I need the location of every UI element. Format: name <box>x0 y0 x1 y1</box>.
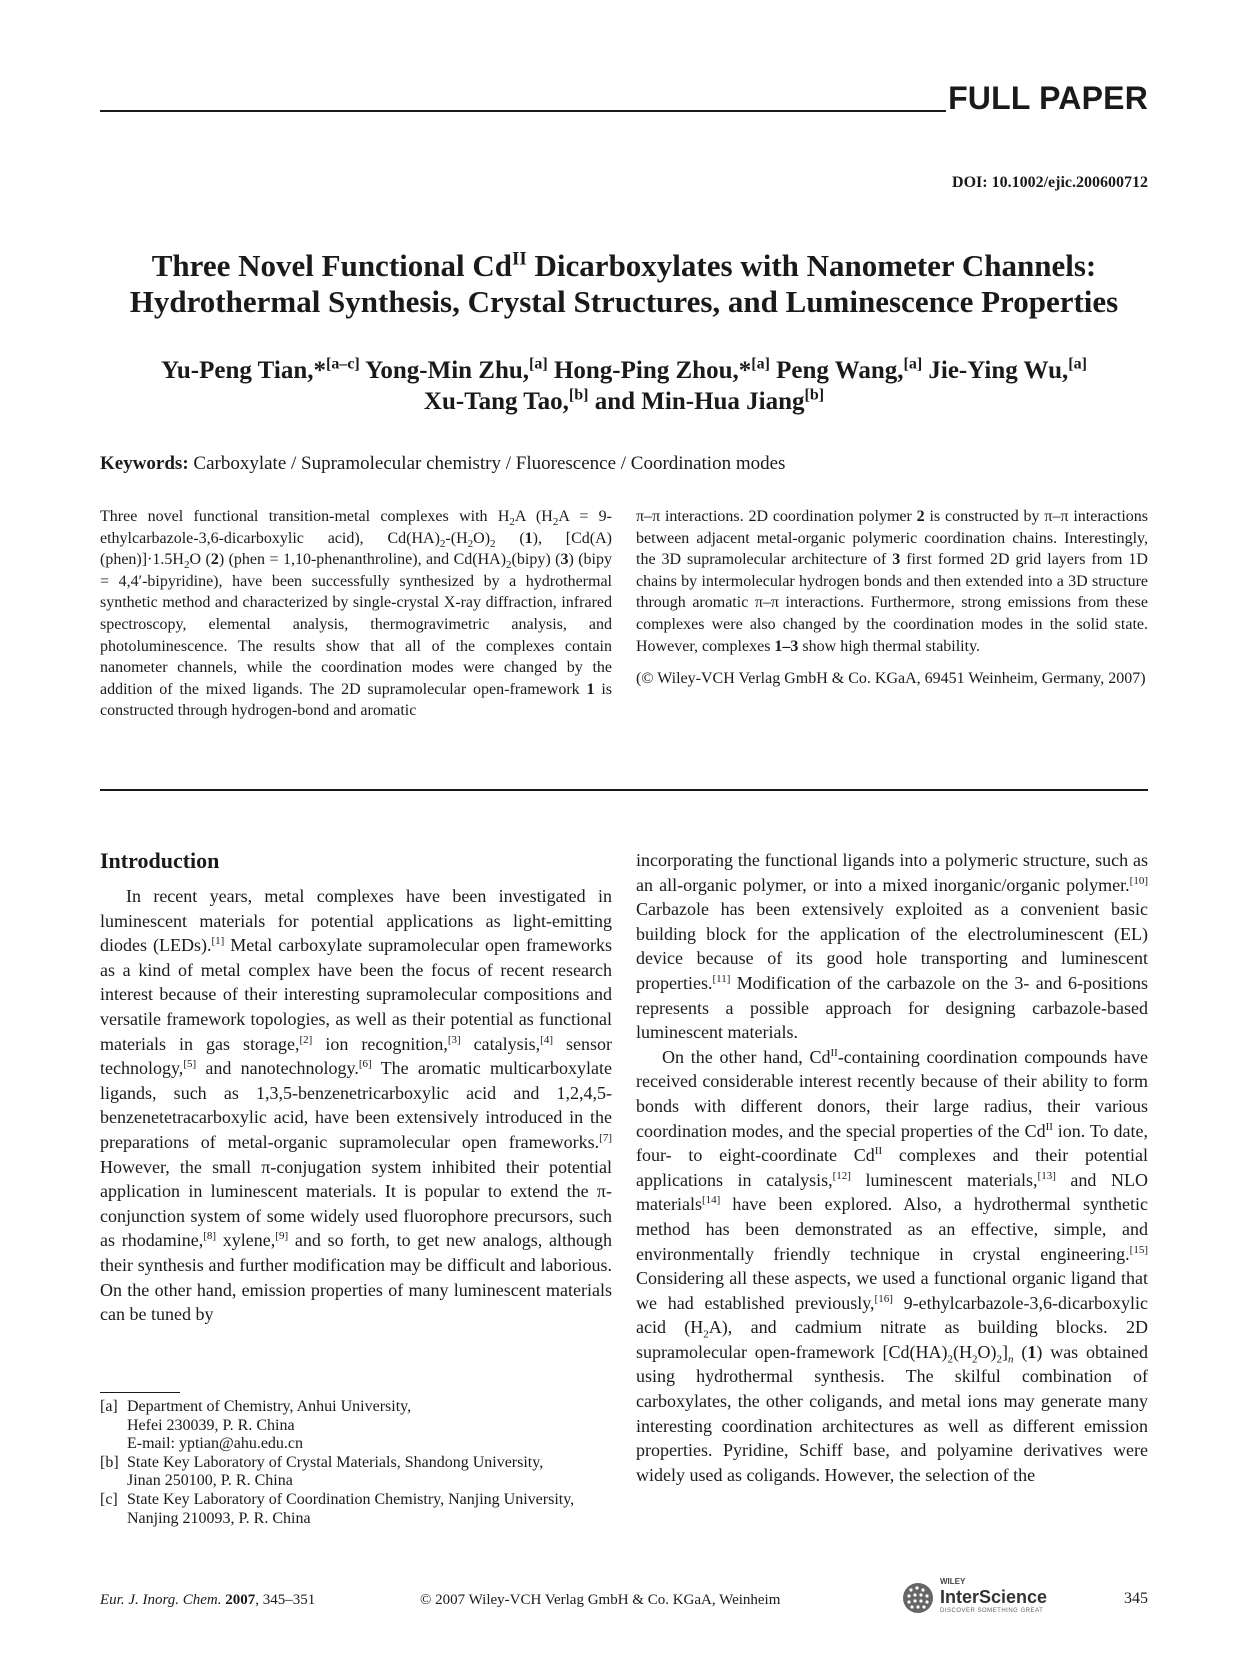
author-name: Peng Wang, <box>776 357 904 384</box>
author-affiliation-mark: [a–c] <box>326 355 360 373</box>
author-list <box>100 355 1148 417</box>
footnote-tag: [b] <box>100 1453 119 1471</box>
intro-paragraph-2: On the other hand, $Cd^{II}$-containing coordination compounds have received considerable interest recently because of their ability to form bonds with different donors, their large radius, their various coordination modes, and the special properties of the $Cd^{II}$ ion. To date, four- to eight-coordinate $Cd^{II}$ complexes and their potential applications in catalysis,[12] luminescent materials,[13] and NLO materials[14] have been explored. Also, a hydrothermal synthetic method has been demonstrated as an effective, simple, and environmentally friendly technique in crystal engineering.[15] Considering all these aspects, we used a functional organic ligand that we had established previously,[16] 9-ethylcarbazole-3,6-dicarboxylic acid $(H_2A)$, and cadmium nitrate as building blocks. 2D supramolecular open-framework $[Cd(HA)_2(H_2O)_2]_n$ (1) was obtained using hydrothermal synthesis. The skilful combination of carboxylates, the other coligands, and metal ions may generate many interesting coordination architectures as well as different emission properties. Pyridine, Schiff base, and polyamine derivatives were widely used as coligands. However, the selection of the <box>636 1046 1149 1485</box>
author-affiliation-mark: [a] <box>529 355 548 373</box>
keywords-text: Carboxylate / Supramolecular chemistry / Fluorescence / Coordination modes <box>188 453 786 474</box>
doi[interactable]: DOI: 10.1002/ejic.200600712 <box>952 174 1148 191</box>
keywords-label: Keywords: <box>100 453 189 474</box>
affiliation-footnotes <box>100 1398 612 1528</box>
abstract-right-column <box>636 506 1148 690</box>
footnote-item <box>100 1398 612 1454</box>
footnote-item <box>100 1491 612 1528</box>
section-heading-introduction: Introduction <box>100 848 220 873</box>
logo-tagline: DISCOVER SOMETHING GREAT <box>940 1608 1044 1614</box>
body-left-column <box>100 884 612 1327</box>
footer-copyright: © 2007 Wiley-VCH Verlag GmbH & Co. KGaA, Weinheim <box>420 1592 781 1608</box>
header-rule <box>100 110 946 112</box>
globe-icon <box>900 1580 936 1616</box>
author-affiliation-mark: [b] <box>804 386 825 404</box>
section-label: FULL PAPER <box>948 80 1148 116</box>
author-affiliation-mark: [a] <box>903 355 923 373</box>
abstract-text: Three novel functional transition-metal complexes with $H_2A$ ($H_2A$ = 9-ethylcarbazole-3,6-dicarboxylic acid), $Cd(HA)_2-(H_2O)_2$ (1), $[Cd(A)(phen)]\cdot 1.5H_2O$ (2) (phen = 1,10-phenanthroline), and $Cd(HA)_2(bipy)$ (3) (bipy = 4,4′-bipyridine), have been successfully synthesized by a hydrothermal synthetic method and characterized by single-crystal X-ray diffraction, infrared spectroscopy, elemental analysis, thermogravimetric analysis, and photoluminescence. The results show that all of the complexes contain nanometer channels, while the coordination modes were changed by the addition of the mixed ligands. The 2D supramolecular open-framework 1 is constructed through hydrogen-bond and aromatic <box>100 508 613 720</box>
logo-wordmark: InterScience <box>940 1587 1048 1607</box>
body-right-column <box>636 848 1148 1487</box>
author-affiliation-mark: [a] <box>751 355 770 373</box>
author-name: and Min-Hua Jiang <box>594 388 805 415</box>
interscience-logo[interactable] <box>900 1577 1070 1619</box>
abstract-text-continued: π–π interactions. 2D coordination polymer 2 is constructed by π–π interactions between adjacent metal-organic polymeric coordination chains. Interestingly, the 3D supramolecular architecture of 3 first formed 2D grid layers from 1D chains by intermolecular hydrogen bonds and then extended into a 3D structure through aromatic π–π interactions. Furthermore, strong emissions from these complexes were also changed by the coordination modes in the solid state. However, complexes 1–3 show high thermal stability. <box>636 508 1148 655</box>
footnote-line: State Key Laboratory of Coordination Chemistry, Nanjing University, <box>127 1490 575 1508</box>
footnote-line[interactable]: E-mail: yptian@ahu.edu.cn <box>127 1435 304 1453</box>
footnote-line: Nanjing 210093, P. R. China <box>127 1509 311 1527</box>
footnote-line: Department of Chemistry, Anhui University, <box>127 1398 412 1415</box>
abstract-rule <box>100 789 1148 791</box>
abstract-copyright: (© Wiley-VCH Verlag GmbH & Co. KGaA, 69451 Weinheim, Germany, 2007) <box>636 670 1146 688</box>
footnote-rule <box>100 1392 180 1393</box>
footnote-line: Hefei 230039, P. R. China <box>127 1416 295 1434</box>
intro-paragraph-1: In recent years, metal complexes have been investigated in luminescent materials for potential applications as light-emitting diodes (LEDs).[1] Metal carboxylate supramolecular open frameworks as a kind of metal complex have been the focus of recent research interest because of their interesting supramolecular compositions and versatile framework topologies, as well as their potential as functional materials in gas storage,[2] ion recognition,[3] catalysis,[4] sensor technology,[5] and nanotechnology.[6] The aromatic multicarboxylate ligands, such as 1,3,5-benzenetricarboxylic acid and 1,2,4,5-benzenetetracarboxylic acid, have been extensively introduced in the preparations of metal-organic supramolecular open frameworks.[7] However, the small π-conjugation system inhibited their potential application in luminescent materials. It is popular to extend the π-conjunction system of some widely used fluorophore precursors, such as rhodamine,[8] xylene,[9] and so forth, to get new analogs, although their synthesis and further modification may be difficult and laborious. On the other hand, emission properties of many luminescent materials can be tuned by <box>100 886 613 1325</box>
abstract-left-column <box>100 506 612 722</box>
author-affiliation-mark: [b] <box>568 386 589 404</box>
intro-paragraph-1-continued: incorporating the functional ligands into a polymeric structure, such as an all-organic polymer, or into a mixed inorganic/organic polymer.[10] Carbazole has been extensively exploited as a convenient basic building block for the application of the electroluminescent (EL) device because of its good hole transporting and luminescent properties.[11] Modification of the carbazole on the 3- and 6-positions represents a possible approach for designing carbazole-based luminescent materials. <box>636 850 1148 1043</box>
author-name: Hong-Ping Zhou,* <box>553 357 752 384</box>
keywords <box>100 453 785 475</box>
footnote-tag: [a] <box>100 1398 118 1415</box>
footnote-line: Jinan 250100, P. R. China <box>127 1472 293 1490</box>
footnote-item <box>100 1454 612 1491</box>
author-name: Yu-Peng Tian,* <box>161 357 326 384</box>
author-affiliation-mark: [a] <box>1068 355 1087 373</box>
footnote-line: State Key Laboratory of Crystal Materials, Shandong University, <box>127 1453 544 1471</box>
author-name: Jie-Ying Wu, <box>928 357 1069 384</box>
paper-title: Three Novel Functional $Cd^{II}$ Dicarboxylates with Nanometer Channels: Hydrothermal Synthesis, Crystal Structures, and Luminescence Properties <box>129 248 1119 319</box>
footnote-tag: [c] <box>100 1490 118 1508</box>
logo-publisher: WILEY <box>940 1577 966 1586</box>
author-name: Xu-Tang Tao, <box>423 388 569 415</box>
page-number: 345 <box>1124 1590 1148 1607</box>
journal-citation: Eur. J. Inorg. Chem. 2007, 345–351 <box>100 1592 316 1608</box>
author-name: Yong-Min Zhu, <box>365 357 530 384</box>
